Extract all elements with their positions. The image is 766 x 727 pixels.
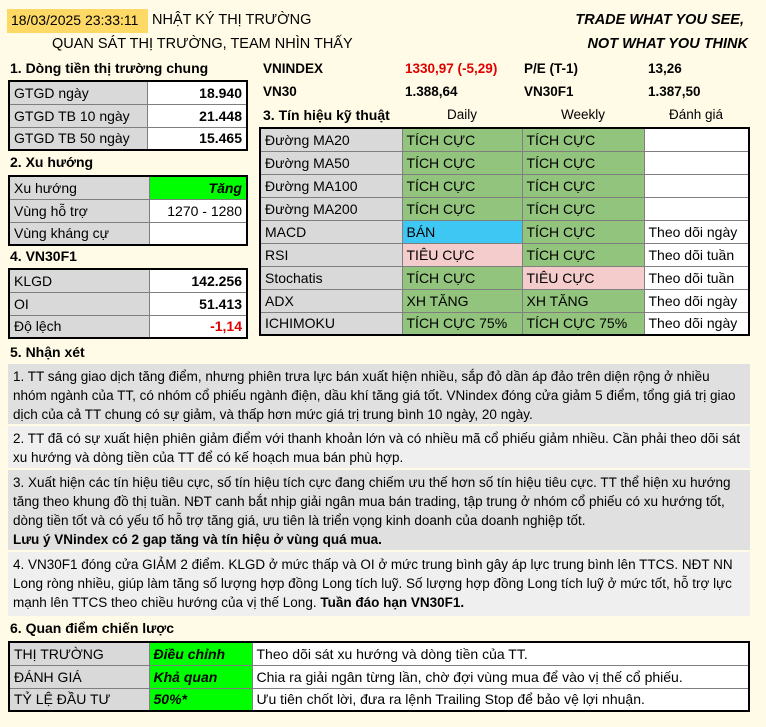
- signal-daily: TÍCH CỰC: [402, 197, 522, 220]
- signal-weekly: TÍCH CỰC: [522, 151, 644, 174]
- signal-eval: Theo dõi tuần: [644, 266, 749, 289]
- table-row: [9, 315, 247, 338]
- vnindex-value: 1330,97 (-5,29): [405, 61, 498, 76]
- signal-weekly: TÍCH CỰC: [522, 174, 644, 197]
- table-row: [260, 128, 749, 151]
- table-row: [9, 665, 749, 688]
- signal-daily: TÍCH CỰC 75%: [402, 312, 522, 335]
- comment-4-text: 4. VN30F1 đóng cửa GIẢM 2 điểm. KLGD ở mức thấp và OI ở mức trung bình gây áp lực trung bình lên TTCS. NĐT NN Long ròng nhiều, giúp làm tăng số lượng hợp đồng Long tích luỹ. Số lượng hợp đồng Long tích luỹ ở mức tốt, hỗ trợ lực mạnh lên TTCS theo chiều hướng của vị thế Long.: [13, 557, 733, 610]
- table-row: [9, 222, 247, 245]
- signal-weekly: TIÊU CỰC: [522, 266, 644, 289]
- table-row: [260, 197, 749, 220]
- section6-title: 6. Quan điểm chiến lược: [10, 620, 175, 636]
- trend-value: Tăng: [149, 176, 247, 199]
- table-row: [260, 174, 749, 197]
- table-row: [260, 151, 749, 174]
- comment-1: 1. TT sáng giao dịch tăng điểm, nhưng phiên trưa lực bán xuất hiện nhiều, sắp đỏ dần áp đảo trên diện rộng ở nhiều nhóm ngành của TT, có nhóm cổ phiếu ngành điện, dầu khí tăng giá tốt. VNindex đóng cửa giảm 5 điểm, tổng giá trị giao dịch của cả TT chung có sự giảm, và thấp hơn mức giá trị trung bình 10 ngày, 20 ngày.: [8, 364, 750, 424]
- table-row: [260, 220, 749, 243]
- table-row: [260, 243, 749, 266]
- signal-name: Stochatis: [260, 266, 402, 289]
- table-row: [9, 81, 247, 104]
- strategy-value: Điều chỉnh: [149, 642, 252, 665]
- signals-table: [259, 127, 750, 336]
- section5-title: 5. Nhận xét: [10, 344, 85, 360]
- support-value: 1270 - 1280: [149, 199, 247, 222]
- cashflow-value: 21.448: [147, 104, 247, 127]
- table-row: [9, 688, 749, 711]
- table-row: [9, 269, 247, 292]
- vnindex-label: VNINDEX: [263, 61, 324, 76]
- signal-name: MACD: [260, 220, 402, 243]
- table-row: [260, 289, 749, 312]
- section2-title: 2. Xu hướng: [10, 154, 94, 170]
- signal-weekly: TÍCH CỰC 75%: [522, 312, 644, 335]
- cashflow-label: GTGD ngày: [9, 81, 147, 104]
- signal-name: Đường MA20: [260, 128, 402, 151]
- cashflow-value: 15.465: [147, 127, 247, 150]
- report-subtitle: QUAN SÁT THỊ TRƯỜNG, TEAM NHÌN THẤY: [52, 36, 353, 52]
- cashflow-label: GTGD TB 10 ngày: [9, 104, 147, 127]
- signal-weekly: TÍCH CỰC: [522, 243, 644, 266]
- signal-eval: Theo dõi tuần: [644, 243, 749, 266]
- strategy-desc: Chia ra giải ngân từng lần, chờ đợi vùng mua để vào vị thế cổ phiếu.: [252, 665, 749, 688]
- col-eval-header: Đánh giá: [668, 107, 724, 122]
- signal-eval: Theo dõi ngày: [644, 220, 749, 243]
- signal-name: Đường MA100: [260, 174, 402, 197]
- signal-eval: [644, 151, 749, 174]
- table-row: [9, 199, 247, 222]
- signal-eval: [644, 197, 749, 220]
- table-row: [260, 266, 749, 289]
- table-row: [9, 104, 247, 127]
- cashflow-value: 18.940: [147, 81, 247, 104]
- section3-title: 3. Tín hiệu kỹ thuật: [263, 107, 390, 123]
- strategy-table: [8, 641, 750, 712]
- signal-daily: BÁN: [402, 220, 522, 243]
- vn30f1-stat-value: 142.256: [149, 269, 247, 292]
- section1-title: 1. Dòng tiền thị trường chung: [10, 60, 209, 76]
- trend-label: Xu hướng: [9, 176, 149, 199]
- strategy-desc: Theo dõi sát xu hướng và dòng tiền của TT.: [252, 642, 749, 665]
- vn30f1-stat-value: -1,14: [149, 315, 247, 338]
- signal-daily: TÍCH CỰC: [402, 128, 522, 151]
- vn30f1-stat-label: OI: [9, 292, 149, 315]
- vn30f1-stat-label: KLGD: [9, 269, 149, 292]
- vn30f1-stat-value: 51.413: [149, 292, 247, 315]
- col-weekly-header: Weekly: [560, 107, 605, 122]
- vn30-value: 1.388,64: [405, 84, 458, 99]
- signal-name: Đường MA200: [260, 197, 402, 220]
- cashflow-label: GTGD TB 50 ngày: [9, 127, 147, 150]
- comment-4: [8, 552, 750, 616]
- signal-name: ADX: [260, 289, 402, 312]
- strategy-label: THỊ TRƯỜNG: [9, 642, 149, 665]
- signal-weekly: TÍCH CỰC: [522, 220, 644, 243]
- signal-eval: Theo dõi ngày: [644, 312, 749, 335]
- comment-2: 2. TT đã có sự xuất hiện phiên giảm điểm với thanh khoản lớn và có nhiều mã cổ phiếu giảm nhiều. Cần phải theo dõi sát xu hướng và dòng tiền của TT để có kế hoạch mua bán phù hợp.: [8, 426, 750, 468]
- comment-4-highlight: Tuần đáo hạn VN30F1.: [320, 595, 465, 610]
- signal-weekly: TÍCH CỰC: [522, 128, 644, 151]
- strategy-value: Khả quan: [149, 665, 252, 688]
- comment-3-highlight: Lưu ý VNindex có 2 gap tăng và tín hiệu ở vùng quá mua.: [13, 532, 382, 547]
- table-row: [260, 312, 749, 335]
- table-row: [9, 642, 749, 665]
- vn30f1-value: 1.387,50: [648, 84, 701, 99]
- col-daily-header: Daily: [446, 107, 477, 122]
- table-row: [9, 292, 247, 315]
- signal-eval: [644, 174, 749, 197]
- signal-eval: Theo dõi ngày: [644, 289, 749, 312]
- signal-name: ICHIMOKU: [260, 312, 402, 335]
- signal-daily: XH TĂNG: [402, 289, 522, 312]
- signal-eval: [644, 128, 749, 151]
- signal-daily: TIÊU CỰC: [402, 243, 522, 266]
- comment-3: [8, 470, 750, 550]
- vn30f1-table: [8, 268, 248, 339]
- signal-weekly: TÍCH CỰC: [522, 197, 644, 220]
- signal-daily: TÍCH CỰC: [402, 174, 522, 197]
- signal-daily: TÍCH CỰC: [402, 151, 522, 174]
- signal-weekly: XH TĂNG: [522, 289, 644, 312]
- table-row: [9, 127, 247, 150]
- pe-value: 13,26: [648, 61, 682, 76]
- report-datetime: 18/03/2025 23:33:11: [7, 9, 148, 33]
- pe-label: P/E (T-1): [524, 61, 579, 76]
- signal-name: RSI: [260, 243, 402, 266]
- strategy-label: TỶ LỆ ĐẦU TƯ: [9, 688, 149, 711]
- slogan-line1: TRADE WHAT YOU SEE,: [575, 12, 744, 28]
- vn30f1-label: VN30F1: [524, 84, 574, 99]
- table-row: [9, 176, 247, 199]
- resistance-label: Vùng kháng cự: [9, 222, 149, 245]
- slogan-line2: NOT WHAT YOU THINK: [587, 36, 748, 52]
- strategy-value: 50%*: [149, 688, 252, 711]
- support-label: Vùng hỗ trợ: [9, 199, 149, 222]
- strategy-label: ĐÁNH GIÁ: [9, 665, 149, 688]
- signal-name: Đường MA50: [260, 151, 402, 174]
- vn30-label: VN30: [263, 84, 297, 99]
- signal-daily: TÍCH CỰC: [402, 266, 522, 289]
- vn30f1-stat-label: Độ lệch: [9, 315, 149, 338]
- cashflow-table: [8, 80, 248, 151]
- trend-table: [8, 175, 248, 246]
- comment-3-text: 3. Xuất hiện các tín hiệu tiêu cực, số tín hiệu tích cực đang chiếm ưu thế hơn số tín hiệu tiêu cực. TT thể hiện xu hướng tăng theo khung đồ thị tuần. NĐT canh bắt nhịp giải ngân mua bán trading, tập trung ở nhóm cổ phiếu có xu hướng tốt, dòng tiền tốt và có yếu tố hỗ trợ tăng giá, ưu tiên là triển vọng kinh doanh của doanh nghiệp tốt.: [13, 475, 731, 528]
- section4-title: 4. VN30F1: [10, 248, 77, 264]
- report-title: NHẬT KÝ THỊ TRƯỜNG: [152, 12, 312, 28]
- strategy-desc: Ưu tiên chốt lời, đưa ra lệnh Trailing Stop để bảo vệ lợi nhuận.: [252, 688, 749, 711]
- resistance-value: [149, 222, 247, 245]
